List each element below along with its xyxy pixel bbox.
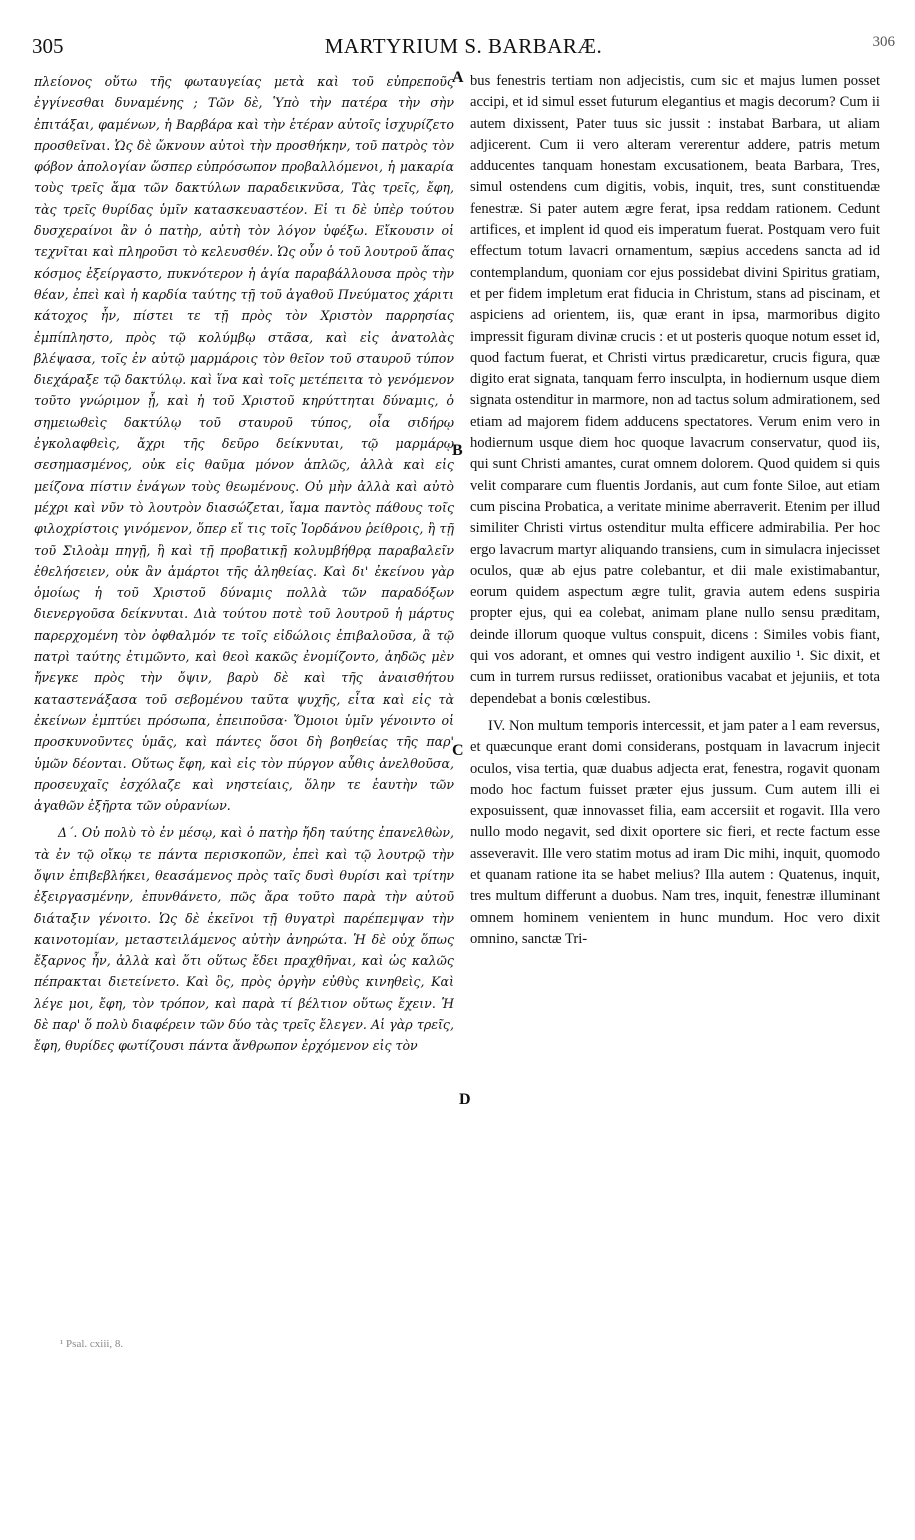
section-marker-b: B: [452, 442, 463, 459]
page-number-left: 305: [32, 34, 64, 58]
section-marker-a: A: [452, 69, 464, 86]
running-header: [32, 34, 895, 70]
section-marker-c: C: [452, 742, 464, 759]
latin-paragraph-2: IV. Non multum temporis intercessit, et jam pater a l eam reversus, et quæcunque erant domi considerans, postquam in lavacrum injecit oculos, visa tertia, quæ duabus adjecta erat, fenestra, rogavit quonam modo hoc factum fuisset præter ejus jussum. Cum autem illi ei exposuissent, quæ innovasset filia, eam accersiit et rogavit. Illa vero nullo modo negavit, sed dixit oportere sic fieri, et recte factum esse asseveravit. Ille vero statim motus ad iram Dic mihi, inquit, quomodo et quanam ratione ita se habet melius? Illa autem : Quatenus, inquit, tres multum differunt a duobus. Nam tres, inquit, fenestræ illuminant omnem hominem venientem in hunc mundum. Hoc vero dixit omnino, sanctæ Tri-: [470, 717, 880, 947]
greek-paragraph-1: πλείονος οὕτω τῆς φωταυγείας μετὰ καὶ τοῦ εὐπρεποῦς ἐγγίνεσθαι δυναμένης ; Τῶν δὲ, Ὑπὸ τὴν πατέρα τὴν σὴν ἐπιτάξαι, φαμένων, ἡ Βαρβάρα καὶ τὴν ἑτέραν αὐτοῖς ἰσχυρίζετο προσθεῖναι. Ὡς δὲ ὤκνουν αὐτοὶ τὴν προσθήκην, τοῦ πατρὸς τὸν φόβον ἀπολογίαν ὥσπερ εὐπρόσωπον προβαλλόμενοι, ἡ μακαρία τοὺς τρεῖς ἅμα τῶν δακτύλων παραδεικνῦσα, Τὰς τρεῖς, ἔφη, τὰς τρεῖς θυρίδας ὑμῖν κατασκευαστέον. Εἰ τι δὲ ὑπὲρ τούτου δυσχεραίνοι ἂν ὁ πατὴρ, αὐτὴ τὸν λόγον ὑφέξω. Εἴκουσιν οἱ τεχνῖται καὶ πληροῦσι τὸ κελευσθέν. Ὡς οὖν ὁ τοῦ λουτροῦ ἅπας κόσμος ἐξείργαστο, πυκνότερον ἡ ἁγία παραβάλλουσα πρὸς τὴν θέαν, ἐπεὶ καὶ ἡ καρδία ταύτης τῇ τοῦ ἀγαθοῦ Πνεύματος χάριτι κάτοχος ἦν, πίστει τε τῇ πρὸς τὸν Χριστὸν παρρησίας ἐμπίπληστο, πρὸς τῷ κολύμβῳ στᾶσα, καὶ εἰς ἀνατολὰς βλέψασα, τοῖς ἐν αὐτῷ μαρμάροις τὸν θεῖον τοῦ σταυροῦ τύπον διεχάραξε τῷ δακτύλῳ. καὶ ἵνα καὶ τοῖς μετέπειτα τὸ γενόμενον τοῦτο γνώριμον ᾖ, καὶ ἡ τοῦ Χριστοῦ κηρύττηται δύναμις, ὁ σημειωθεὶς δακτύλῳ τοῦ σταυροῦ τύπος, οἷα σιδήρῳ ἐγκολαφθεὶς, ἄχρι τῆς δεῦρο δείκνυται, τῷ μαρμάρῳ σεσημασμένος, οὐκ εἰς θαῦμα μόνον ἁπλῶς, ἀλλὰ καὶ εἰς μείζονα πίστιν ἐνάγων τοὺς θεωμένους. Οὐ μὴν ἀλλὰ καὶ αὐτὸ μέχρι καὶ νῦν τὸ λουτρὸν διασώζεται, ἴαμα παντὸς πάθους τοῖς φιλοχρίστοις γινόμενον, ὅπερ εἴ τις τοῖς Ἰορδάνου ῥείθροις, ἢ τῇ τοῦ Σιλοὰμ πηγῇ, ἢ καὶ τῇ προβατικῇ κολυμβήθρᾳ παραβαλεῖν ἐθελήσειεν, οὐκ ἂν ἁμάρτοι τῆς ἀληθείας. Καὶ δι' ἐκείνου γὰρ ὁμοίως ἡ τοῦ Χριστοῦ δύναμις πολλὰ τῶν παραδόξων διενεργοῦσα δείκνυται. Διὰ τούτου ποτὲ τοῦ λουτροῦ ἡ μάρτυς παρερχομένη τὸν ὀφθαλμόν τε τοῖς εἰδώλοις ἐπιβαλοῦσα, ἃ τῷ πατρὶ ταύτης ἐτιμῶντο, καὶ θεοὶ κακῶς ἐνομίζοντο, ἀηδῶς μὲν ἤνεγκε πρὸς τὴν ὄψιν, βαρὺ δὲ καὶ τῆς ἀναισθήτου καταστενάξασα τοῦ σεβομένου ταῦτα ψυχῆς, εἶτα καὶ εἰς τὰ ἐκείνων ἐμπτύει πρόσωπα, ἐπειποῦσα· Ὅμοιοι ὑμῖν γένοιντο οἱ προσκυνοῦντες ὑμᾶς, καὶ πάντες ὅσοι δὴ βοηθείας τῆς παρ' ὑμῶν δέονται. Οὕτως ἔφη, καὶ εἰς τὸν πύργον αὖθις ἀνελθοῦσα, προσευχαῖς ἐσχόλαζε καὶ νηστείαις, ὅλην τε ἑαυτὴν τῶν ἀγαθῶν ἐξῆρτα τῶν οὐρανίων.: [34, 74, 454, 814]
running-title: MARTYRIUM S. BARBARÆ.: [324, 34, 603, 58]
latin-paragraph-1: bus fenestris tertiam non adjecistis, cum sic et majus lumen posset accipi, et id simul esset futurum elegantius et magis decorum? Cum ii autem dixissent, Pater tuus sic jussit : instabat Barbara, ut aliam adjicerent. Cum ii vero alteram vererentur addere, patris metum adducentes tanquam honestam excusationem, beata Barbara, Tres, simul ostendens cum digitis, vobis, inquit, tres, sunt constituendæ fenestræ. Si pater autem ægre ferat, ipsa reddam rationem. Cedunt artifices, et implent id quod eis imperatum fuerat. Postquam vero fuit effectum totum lavacri ornamentum, sæpius accedens sancta ad id contemplandum, quoniam cor ejus possidebat divini Spiritus gratiam, et per fidem impletum erat fiducia in Christum, stans ad piscinam, et aspiciens ad orientem, iis, quæ erant in ipsa, marmoribus digito impressit figuram divinæ crucis : et ut posteris quoque notum esset id, quod factum fuerat, et Christi virtus prædicaretur, crucis figura, quæ digito erat signata, tanquam ferro insculpta, in hodiernum usque diem signata ostenditur in marmore, non ad tactus solum admirationem, sed etiam ad majorem fidem adducens spectatores. Verum enim vero in hodiernum usque diem hoc quoque lavacrum conservatur, quod iis, qui sunt Christi amantes, curat omnem dolorem. Quod quidem si quis velit comparare cum fluentis Jordanis, aut cum fonte Siloe, aut etiam cum piscina Probatica, a veritate minime aberraverit. Etenim per illud similiter Christi virtus ostenditur multa efficere admirabilia. Per hoc ergo lavacrum martyr aliquando transiens, cum in simulacra injecisset oculos, quæ ab ejus patre colebantur, et dii male existimabantur, eorum quidem aspectum ægre tulit, gravia autem edens suspiria propter ejus, qui ea colebat, animam plane nullo sensu præditam, deinde illorum quoque vultus conspuit, dicens : Similes vobis fiant, qui vos adorant, et omnes qui vestro indigent auxilio ¹. Sic dixit, et cum in turrem rursus rediisset, orationibus vacabat et jejuniis, et tota dependebat a bonis cœlestibus.: [470, 73, 880, 707]
greek-column: [34, 71, 454, 1057]
latin-column: [470, 71, 880, 950]
footnote: ¹ Psal. cxiii, 8.: [60, 1338, 124, 1350]
section-marker-d: D: [459, 1091, 471, 1108]
greek-paragraph-2: Δ΄. Οὐ πολὺ τὸ ἐν μέσῳ, καὶ ὁ πατὴρ ἤδη ταύτης ἐπανελθὼν, τὰ ἐν τῷ οἴκῳ τε πάντα περισκοπῶν, ἐπεὶ καὶ τῷ λουτρῷ τὴν ὄψιν ἐπιβεβλήκει, θεασάμενος πρὸς ταῖς δυσὶ θυρίσι καὶ τρίτην ἐξειργασμένην, ἐπυνθάνετο, πῶς ἄρα τοῦτο παρὰ τὴν αὐτοῦ διάταξιν γένοιτο. Ὡς δὲ ἐκεῖνοι τῇ θυγατρὶ παρέπεμψαν τὴν καινοτομίαν, μεταστειλάμενος αὐτὴν ἀνηρώτα. Ἡ δὲ οὐχ ὅπως ἔξαρνος ἦν, ἀλλὰ καὶ ὅτι οὕτως ἔδει πραχθῆναι, καὶ ὡς καλῶς πέπρακται διετείνετο. Καὶ ὃς, πρὸς ὀργὴν εὐθὺς κινηθεὶς, Καὶ λέγε μοι, ἔφη, τὸν τρόπον, καὶ παρὰ τί βέλτιον οὕτως ἔχειν. Ἡ δὲ παρ' ὅ πολὺ διαφέρειν τῶν δύο τὰς τρεῖς ἔλεγεν. Αἱ γὰρ τρεῖς, ἔφη, θυρίδες φωτίζουσι πάντα ἄνθρωπον ἐρχόμενον εἰς τὸν: [34, 825, 454, 1054]
page-number-right: 306: [872, 34, 895, 50]
